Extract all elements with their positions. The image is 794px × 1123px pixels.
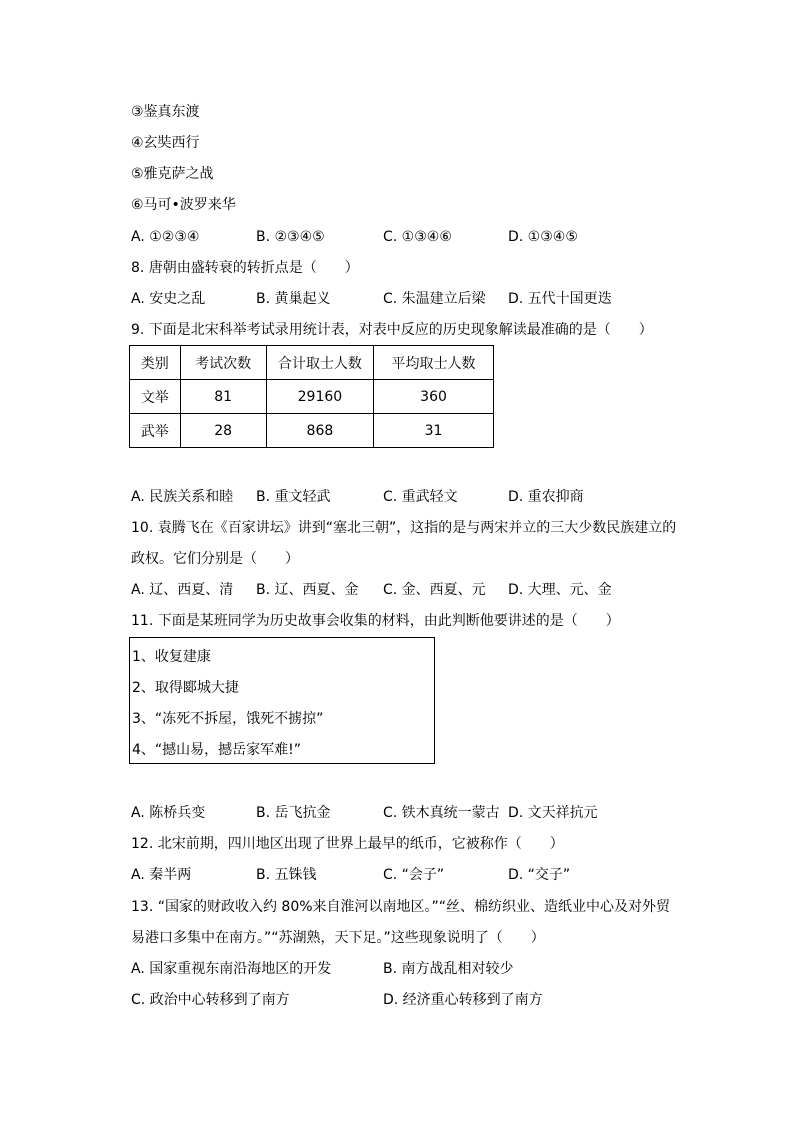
table-cell: 81 bbox=[180, 380, 266, 414]
q10-option-d: D. 大理、元、金 bbox=[508, 582, 612, 598]
table-row bbox=[130, 380, 494, 414]
material-line: 4、“撼山易，撼岳家军难!” bbox=[132, 742, 302, 758]
q13-option-c: C. 政治中心转移到了南方 bbox=[131, 992, 290, 1008]
q9-stem: 9. 下面是北宋科举考试录用统计表，对表中反应的历史现象解读最准确的是（ ） bbox=[131, 322, 653, 338]
q11-option-c: C. 铁木真统一蒙古 bbox=[383, 805, 500, 821]
table-cell: 文举 bbox=[130, 380, 181, 414]
q8-option-b: B. 黄巢起义 bbox=[256, 291, 331, 307]
q9-option-a: A. 民族关系和睦 bbox=[131, 489, 234, 505]
prev-item-3: ③鉴真东渡 bbox=[131, 104, 200, 120]
material-line: 3、“冻死不拆屋，饿死不掳掠” bbox=[132, 711, 324, 727]
q9-option-b: B. 重文轻武 bbox=[256, 489, 331, 505]
table-cell: 360 bbox=[374, 380, 494, 414]
q12-stem: 12. 北宋前期，四川地区出现了世界上最早的纸币，它被称作（ ） bbox=[131, 836, 564, 852]
q10-option-b: B. 辽、西夏、金 bbox=[256, 582, 359, 598]
q12-option-d: D. “交子” bbox=[508, 867, 571, 883]
q12-option-b: B. 五铢钱 bbox=[256, 867, 317, 883]
q9-option-d: D. 重农抑商 bbox=[508, 489, 584, 505]
q11-option-d: D. 文天祥抗元 bbox=[508, 805, 598, 821]
table-cell: 868 bbox=[266, 414, 373, 448]
q13-option-b: B. 南方战乱相对较少 bbox=[383, 961, 514, 977]
table-cell: 武举 bbox=[130, 414, 181, 448]
table-header-cell: 平均取士人数 bbox=[374, 346, 494, 380]
q11-material-box bbox=[129, 637, 435, 764]
q10-option-a: A. 辽、西夏、清 bbox=[131, 582, 234, 598]
q8-option-d: D. 五代十国更迭 bbox=[508, 291, 612, 307]
table-cell: 29160 bbox=[266, 380, 373, 414]
table-cell: 31 bbox=[374, 414, 494, 448]
q8-option-c: C. 朱温建立后梁 bbox=[383, 291, 486, 307]
q10-stem-line2: 政权。它们分别是（ ） bbox=[131, 551, 299, 567]
material-line: 1、收复建康 bbox=[132, 649, 211, 665]
prev-item-6: ⑥马可•波罗来华 bbox=[131, 197, 236, 213]
q11-stem: 11. 下面是某班同学为历史故事会收集的材料，由此判断他要讲述的是（ ） bbox=[131, 613, 620, 629]
q10-option-c: C. 金、西夏、元 bbox=[383, 582, 486, 598]
table-row bbox=[130, 414, 494, 448]
prev-option-d: D. ①③④⑤ bbox=[508, 229, 578, 245]
table-header-cell: 类别 bbox=[130, 346, 181, 380]
prev-option-b: B. ②③④⑤ bbox=[256, 229, 325, 245]
q13-option-a: A. 国家重视东南沿海地区的开发 bbox=[131, 961, 332, 977]
q13-stem-line2: 易港口多集中在南方。”“苏湖熟，天下足。”这些现象说明了（ ） bbox=[131, 930, 545, 946]
table-header-cell: 合计取士人数 bbox=[266, 346, 373, 380]
q11-option-b: B. 岳飞抗金 bbox=[256, 805, 331, 821]
q10-stem-line1: 10. 袁腾飞在《百家讲坛》讲到“塞北三朝”，这指的是与两宋并立的三大少数民族建立的 bbox=[131, 520, 677, 536]
q13-stem-line1: 13. “国家的财政收入约 80%来自淮河以南地区。”“丝、棉纺织业、造纸业中心及对外贸 bbox=[131, 899, 671, 915]
table-cell: 28 bbox=[180, 414, 266, 448]
prev-item-5: ⑤雅克萨之战 bbox=[131, 166, 214, 182]
q11-option-a: A. 陈桥兵变 bbox=[131, 805, 206, 821]
q9-stats-table bbox=[129, 345, 494, 448]
q12-option-c: C. “会子” bbox=[383, 867, 445, 883]
q12-option-a: A. 秦半两 bbox=[131, 867, 192, 883]
table-header-cell: 考试次数 bbox=[180, 346, 266, 380]
prev-option-c: C. ①③④⑥ bbox=[383, 229, 452, 245]
table-header-row bbox=[130, 346, 494, 380]
q8-option-a: A. 安史之乱 bbox=[131, 291, 206, 307]
q8-stem: 8. 唐朝由盛转衰的转折点是（ ） bbox=[131, 260, 359, 276]
q9-option-c: C. 重武轻文 bbox=[383, 489, 458, 505]
q13-option-d: D. 经济重心转移到了南方 bbox=[383, 992, 543, 1008]
prev-option-a: A. ①②③④ bbox=[131, 229, 200, 245]
prev-item-4: ④玄奘西行 bbox=[131, 135, 200, 151]
material-line: 2、取得郾城大捷 bbox=[132, 680, 239, 696]
